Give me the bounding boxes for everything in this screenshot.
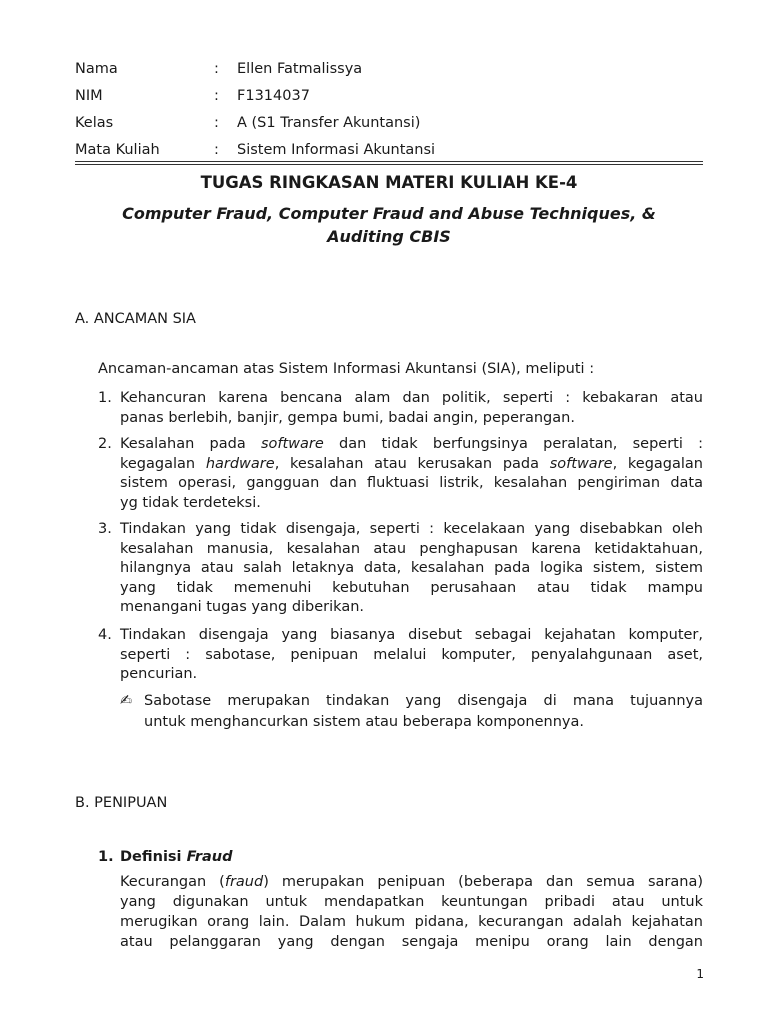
item-line: Kehancuran karena bencana alam dan politik, seperti : kebakaran atau bbox=[120, 390, 703, 406]
list-item-2 bbox=[98, 435, 703, 513]
item-line: kegagalan hardware, kesalahan atau kerusakan pada software, kegagalan bbox=[120, 455, 703, 472]
header-rule-bottom bbox=[75, 164, 703, 165]
identity-separator: : bbox=[214, 88, 219, 104]
identity-label: Nama bbox=[75, 61, 118, 77]
section-a-heading: A. ANCAMAN SIA bbox=[75, 311, 196, 327]
list-item-4 bbox=[98, 626, 703, 685]
paragraph-line: merugikan orang lain. Dalam hukum pidana, kecurangan adalah kejahatan bbox=[120, 914, 703, 930]
identity-label: NIM bbox=[75, 88, 103, 104]
page-number: 1 bbox=[696, 967, 704, 981]
item-line: yg tidak terdeteksi. bbox=[120, 494, 261, 511]
identity-value: A (S1 Transfer Akuntansi) bbox=[237, 115, 421, 131]
item-line: hilangnya atau salah letaknya data, kesalahan pada logika sistem, sistem bbox=[120, 560, 703, 576]
identity-separator: : bbox=[214, 115, 219, 131]
section-a-intro: Ancaman-ancaman atas Sistem Informasi Akuntansi (SIA), meliputi : bbox=[98, 361, 595, 377]
header-rule-top bbox=[75, 161, 703, 162]
identity-separator: : bbox=[214, 61, 219, 77]
item-line: Tindakan yang tidak disengaja, seperti : kecelakaan yang disebabkan oleh bbox=[120, 521, 703, 537]
section-b-heading: B. PENIPUAN bbox=[75, 795, 168, 811]
writing-hand-icon: ✍ bbox=[120, 693, 133, 709]
list-item-1 bbox=[98, 389, 703, 428]
list-number: 3. bbox=[98, 521, 112, 537]
list-number: 4. bbox=[98, 627, 112, 643]
item-line: seperti : sabotase, penipuan melalui komputer, penyalahgunaan aset, bbox=[120, 646, 703, 663]
identity-value: Sistem Informasi Akuntansi bbox=[237, 142, 436, 158]
fraud-definition-paragraph bbox=[120, 872, 703, 952]
bullet-line: Sabotase merupakan tindakan yang disengaja di mana tujuannya bbox=[144, 693, 703, 709]
list-number: 1. bbox=[98, 390, 112, 406]
list-item-3 bbox=[98, 520, 703, 618]
item-line: Kesalahan pada software dan tidak berfungsinya peralatan, seperti : bbox=[120, 436, 703, 452]
item-line: pencurian. bbox=[120, 666, 198, 682]
item-line: Tindakan disengaja yang biasanya disebut sebagai kejahatan komputer, bbox=[120, 627, 703, 643]
identity-label: Kelas bbox=[75, 115, 114, 131]
item-line: panas berlebih, banjir, gempa bumi, badai angin, peperangan. bbox=[120, 409, 575, 426]
item-line: kesalahan manusia, kesalahan atau penghapusan karena ketidaktahuan, bbox=[120, 540, 703, 557]
list-number: 1. bbox=[98, 849, 114, 865]
identity-value: F1314037 bbox=[237, 88, 310, 104]
identity-label: Mata Kuliah bbox=[75, 142, 160, 158]
document-subtitle bbox=[75, 202, 703, 248]
subsection-heading-definisi-fraud: 1. Definisi Fraud bbox=[98, 849, 233, 865]
bullet-line: untuk menghancurkan sistem atau beberapa komponennya. bbox=[144, 713, 584, 730]
paragraph-line: atau pelanggaran yang dengan sengaja menipu orang lain dengan bbox=[120, 934, 703, 950]
document-title: TUGAS RINGKASAN MATERI KULIAH KE-4 bbox=[200, 173, 578, 192]
item-line: sistem operasi, gangguan dan fluktuasi listrik, kesalahan pengiriman data bbox=[120, 475, 703, 491]
subtitle-line-2: Auditing CBIS bbox=[327, 227, 451, 246]
paragraph-line: yang digunakan untuk mendapatkan keuntungan pribadi atau untuk bbox=[120, 894, 703, 910]
item-line: menangani tugas yang diberikan. bbox=[120, 599, 365, 615]
paragraph-line: Kecurangan (fraud) merupakan penipuan (beberapa dan semua sarana) bbox=[120, 874, 703, 890]
subtitle-line-1: Computer Fraud, Computer Fraud and Abuse Techniques, & bbox=[122, 204, 656, 223]
list-number: 2. bbox=[98, 436, 112, 452]
item-line: yang tidak memenuhi kebutuhan perusahaan atau tidak mampu bbox=[120, 579, 703, 596]
identity-value: Ellen Fatmalissya bbox=[237, 61, 363, 77]
identity-separator: : bbox=[214, 142, 219, 158]
bullet-sabotase bbox=[120, 691, 703, 732]
